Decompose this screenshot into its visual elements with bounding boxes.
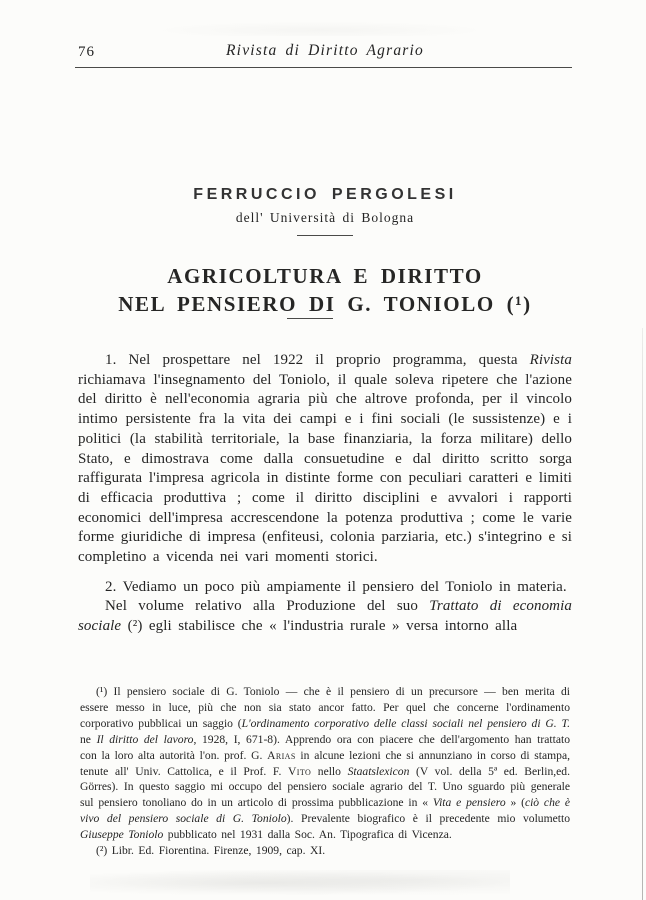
article-body: [78, 351, 572, 637]
footnote-1: [80, 684, 570, 843]
text-run: (²) egli stabilisce che « l'industria rurale » versa intorno alla: [121, 618, 518, 635]
text-run: Vita e pensiero: [432, 796, 506, 810]
text-run: Il diritto del lavoro: [96, 732, 194, 746]
page-number: 76: [78, 44, 95, 60]
text-run: pubblicato nel 1931 dalla Soc. An. Tipografica di Vicenza.: [163, 828, 452, 842]
footnotes: [80, 684, 570, 859]
text-run: , 1928, I, 671-8). Apprendo ora con piacere che dell'argomento han trattato con la loro alta autorità l'on. prof. G.: [80, 732, 570, 762]
text-run: (¹) Il pensiero sociale di G. Toniolo — che è il pensiero di un precursore — ben merita di essere messo in luce, più che non sia stato ancor fatto. Per quel che concerne l'ordinamento corporativo pubblicai un saggio (: [80, 685, 570, 730]
journal-title: Rivista di Diritto Agrario: [226, 42, 424, 59]
text-run: Vito: [287, 764, 312, 778]
text-run: » (: [505, 796, 525, 810]
text-run: Arias: [267, 748, 296, 762]
text-run: richiamava l'insegnamento del Toniolo, il quale soleva ripetere che l'azione del diritto è nell'economia agraria più che altrove profonda, per il vincolo intimo persistente fra la vita dei campi e i fini sociali (le sussistenze) e i politici (la stabilità territoriale, la base finanziaria, la forza militare) dello Stato, e dimostrava come dalla consuetudine e dal diritto scritto sorga raffigurata l'impresa agricola in distinte forme con peculiari caratteri e limiti di efficacia produttiva ; come il diritto disciplini e avvalori i rapporti economici dell'impresa accrescendone la potenza produttiva ; come le varie forme giuridiche di impresa (enfiteusi, colonia parziaria, etc.) s'integrino e si completino a vicenda nei vari momenti storici.: [78, 371, 572, 566]
paragraph-1: [78, 351, 572, 568]
text-run: (²) Libr. Ed. Fiorentina. Firenze, 1909, cap. XI.: [96, 844, 326, 858]
scan-edge-artifact: [642, 328, 644, 900]
paragraph-3: [78, 597, 572, 636]
text-run: Rivista: [529, 352, 572, 368]
text-run: in alcune lezioni che si annunziano in corso di stampa, tenute all' Univ. Cattolica, e il Prof. F.: [80, 748, 571, 778]
text-run: Nel volume relativo alla Produzione del suo: [105, 598, 430, 615]
text-run: L'ordinamento corporativo delle classi sociali nel pensiero di G. T.: [241, 716, 570, 730]
text-run: nello: [311, 764, 348, 778]
scan-smudge-artifact: [160, 22, 480, 36]
running-head: [78, 42, 572, 66]
text-run: Giuseppe Toniolo: [80, 828, 164, 842]
author-rule: [297, 235, 353, 236]
text-run: (V vol. della 5ª ed. Berlin,ed. Görres). In questo saggio mi occupo del pensiero sociale agrario del T. Uno sguardo più generale sul pensiero tonoliano do in un articolo di prossima pubblicazione in «: [80, 764, 570, 810]
article-title: [40, 262, 610, 318]
article-title-line1: AGRICOLTURA E DIRITTO: [167, 264, 483, 288]
text-run: 1. Nel prospettare nel 1922 il proprio programma, questa: [105, 352, 530, 368]
footnote-2: [80, 843, 570, 859]
paragraph-2: [78, 578, 572, 598]
text-run: ). Prevalente biografico è il precedente mio volumetto: [286, 812, 570, 826]
header-rule: [75, 67, 572, 68]
author-block: [78, 186, 572, 236]
article-title-line2: NEL PENSIERO DI G. TONIOLO (¹): [118, 292, 532, 316]
text-run: Staatslexicon: [347, 764, 410, 778]
text-run: Trattato di economia sociale: [78, 598, 572, 635]
scan-smudge-artifact: [90, 870, 510, 896]
text-run: 2. Vediamo un poco più ampiamente il pensiero del Toniolo in materia.: [105, 578, 567, 595]
title-rule: [287, 318, 333, 319]
text-run: ciò che è vivo del pensiero sociale di G. Toniolo: [80, 796, 570, 826]
text-run: ne: [80, 732, 97, 746]
author-affiliation: dell' Università di Bologna: [235, 210, 415, 225]
author-name: FERRUCCIO PERGOLESI: [193, 186, 457, 203]
